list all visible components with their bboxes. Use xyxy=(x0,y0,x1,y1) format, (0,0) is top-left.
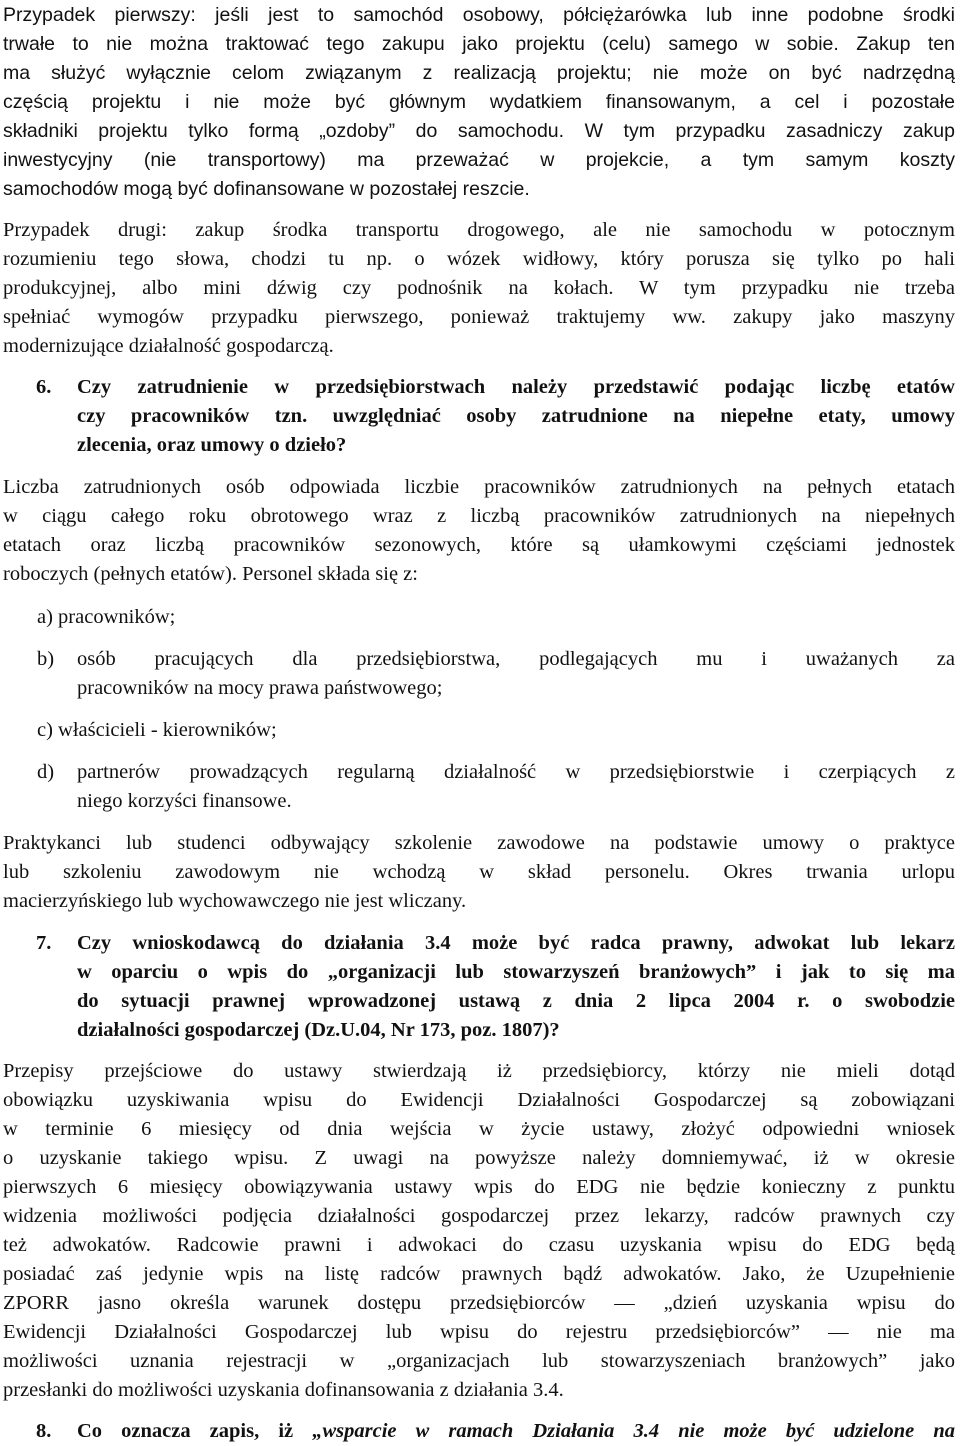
text-line: macierzyńskiego lub wychowawczego nie jest wliczany. xyxy=(3,890,467,912)
text-line: Przypadek drugi: zakup środka transportu drogowego, ale nie samochodu w potocznym xyxy=(3,219,955,241)
question-line xyxy=(77,1417,955,1445)
text-line: ma służyć wyłącznie celom związanym z realizacją projektu; nie może on być nadrzędną xyxy=(3,62,955,84)
text-line: widzenia możliwości podjęcia działalności gospodarczej przez lekarzy, radców prawnych czy xyxy=(3,1205,955,1227)
text-line: obowiązku uzyskiwania wpisu do Ewidencji Działalności Gospodarczej są zobowiązani xyxy=(3,1089,955,1111)
question-line: Czy zatrudnienie w przedsiębiorstwach należy przedstawić podając liczbę etatów xyxy=(77,376,955,398)
question-line: zlecenia, oraz umowy o dzieło? xyxy=(77,434,347,456)
question-number: 8. xyxy=(36,1420,52,1442)
list-item: niego korzyści finansowe. xyxy=(77,790,292,812)
text-line: lub szkoleniu zawodowym nie wchodzą w skład personelu. Okres trwania urlopu xyxy=(3,861,955,883)
text-line: rozumieniu tego słowa, chodzi tu np. o wózek widłowy, który porusza się tylko po hali xyxy=(3,248,955,270)
text-line: Przepisy przejściowe do ustawy stwierdzają iż przedsiębiorcy, którzy nie mieli dotąd xyxy=(3,1060,955,1082)
text-line: w terminie 6 miesięcy od dnia wejścia w życie ustawy, złożyć odpowiedni wniosek xyxy=(3,1118,955,1140)
question-line: do sytuacji prawnej wprowadzonej ustawą z dnia 2 lipca 2004 r. o swobodzie xyxy=(77,990,955,1012)
text-line: inwestycyjny (nie transportowy) ma przeważać w projekcie, a tym samym koszty xyxy=(3,149,955,171)
question-line: działalności gospodarczej (Dz.U.04, Nr 173, poz. 1807)? xyxy=(77,1019,560,1041)
text-line: częścią projektu i nie może być głównym wydatkiem finansowanym, a cel i pozostałe xyxy=(3,91,955,113)
text-line: posiadać zaś jedynie wpis na listę radców prawnych bądź adwokatów. Jako, że Uzupełnienie xyxy=(3,1263,955,1285)
text-line: składniki projektu tylko formą „ozdoby” do samochodu. W tym przypadku zasadniczy zakup xyxy=(3,120,955,142)
question-quote: „wsparcie w ramach Działania 3.4 nie może być udzielone na xyxy=(312,1420,955,1442)
text-line: roboczych (pełnych etatów). Personel składa się z: xyxy=(3,563,418,585)
question-number: 7. xyxy=(36,932,52,954)
text-line: przesłanki do możliwości uzyskania dofinansowania z działania 3.4. xyxy=(3,1379,564,1401)
question-line: w oparciu o wpis do „organizacji lub stowarzyszeń branżowych” i jak to się ma xyxy=(77,961,955,983)
question-line: czy pracowników tzn. uwzględniać osoby zatrudnione na niepełne etaty, umowy xyxy=(77,405,955,427)
text-line: modernizujące działalność gospodarczą. xyxy=(3,335,334,357)
text-line: Przypadek pierwszy: jeśli jest to samochód osobowy, półciężarówka lub inne podobne środki xyxy=(3,4,955,26)
list-item: a) pracowników; xyxy=(37,606,176,628)
text-line: pierwszych 6 miesięcy obowiązywania ustawy wpis do EDG nie będzie konieczny z punktu xyxy=(3,1176,955,1198)
list-item-label: b) xyxy=(37,648,55,670)
text-line: trwałe to nie można traktować tego zakupu jako projektu (celu) samego w sobie. Zakup ten xyxy=(3,33,955,55)
list-item: c) właścicieli - kierowników; xyxy=(37,719,277,741)
text-line: produkcyjnej, albo mini dźwig czy podnośnik na kołach. W tym przypadku nie trzeba xyxy=(3,277,955,299)
list-item-label: d) xyxy=(37,761,55,783)
text-line: Praktykanci lub studenci odbywający szkolenie zawodowe na podstawie umowy o praktyce xyxy=(3,832,955,854)
text-line: w ciągu całego roku obrotowego wraz z liczbą pracowników zatrudnionych na niepełnych xyxy=(3,505,955,527)
text-line: samochodów mogą być dofinansowane w pozostałej reszcie. xyxy=(3,178,530,200)
text-line: o uzyskanie takiego wpisu. Z uwagi na powyższe należy domniemywać, iż w okresie xyxy=(3,1147,955,1169)
text-line: ZPORR jasno określa warunek dostępu przedsiębiorców — „dzień uzyskania wpisu do xyxy=(3,1292,955,1314)
question-number: 6. xyxy=(36,376,52,398)
list-item: partnerów prowadzących regularną działalność w przedsiębiorstwie i czerpiących z xyxy=(77,761,955,783)
text-line: Liczba zatrudnionych osób odpowiada liczbie pracowników zatrudnionych na pełnych etatach xyxy=(3,476,955,498)
text-line: etatach oraz liczbą pracowników sezonowych, które są ułamkowymi częściami jednostek xyxy=(3,534,955,556)
text-line: spełniać wymogów przypadku pierwszego, ponieważ traktujemy ww. zakupy jako maszyny xyxy=(3,306,955,328)
list-item: pracowników na mocy prawa państwowego; xyxy=(77,677,443,699)
question-prefix: Co oznacza zapis, iż xyxy=(77,1420,313,1442)
question-line: Czy wnioskodawcą do działania 3.4 może być radca prawny, adwokat lub lekarz xyxy=(77,932,955,954)
text-line: Ewidencji Działalności Gospodarczej lub wpisu do rejestru przedsiębiorców” — nie ma xyxy=(3,1321,955,1343)
list-item: osób pracujących dla przedsiębiorstwa, podlegających mu i uważanych za xyxy=(77,648,955,670)
text-line: możliwości uznania rejestracji w „organizacjach lub stowarzyszeniach branżowych” jako xyxy=(3,1350,955,1372)
text-line: też adwokatów. Radcowie prawni i adwokaci do czasu uzyskania wpisu do EDG będą xyxy=(3,1234,955,1256)
